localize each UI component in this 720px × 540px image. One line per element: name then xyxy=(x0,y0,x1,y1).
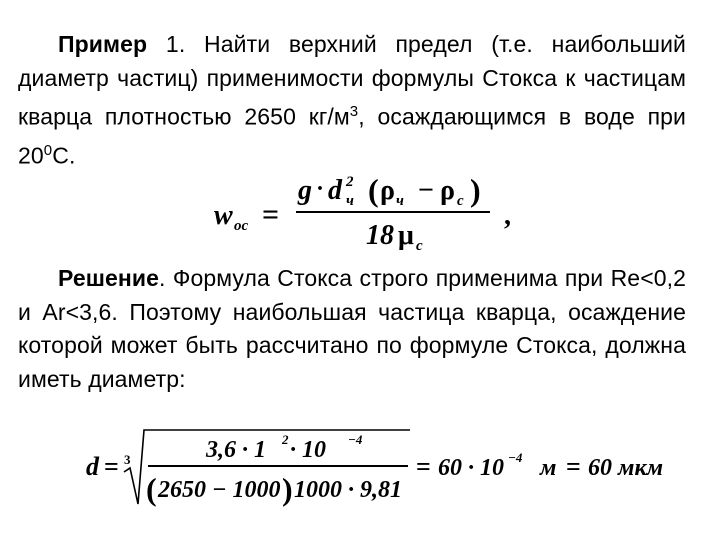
formula1-rho1: ρ xyxy=(380,175,395,206)
formula1-den-mu: μ xyxy=(398,220,414,251)
example-paragraph xyxy=(18,28,686,173)
example-text: . Найти верхний предел (т.е. наибольший диаметр частиц) применимости формулы Стокса к частицам кварца плотностью 2650 кг/м xyxy=(18,31,686,130)
formula2-den-close: ) xyxy=(282,471,293,507)
formula1-eq: = xyxy=(262,198,280,231)
diameter-formula xyxy=(60,422,700,512)
formula2-res-pow: −4 xyxy=(508,450,523,465)
solution-title: Решение xyxy=(58,265,160,291)
formula1-lhs: w xyxy=(214,200,233,231)
formula1-den-18: 18 xyxy=(366,220,394,251)
solution-paragraph xyxy=(18,262,686,396)
formula2-den-rest: 1000 · 9,81 xyxy=(294,477,402,503)
formula2-numerator: 3,6 · 1 xyxy=(206,437,266,463)
formula1-den-mu-sub: с xyxy=(416,238,423,254)
unit-power: 3 xyxy=(349,103,359,120)
formula2-lhs: d xyxy=(86,452,99,481)
root-index: 3 xyxy=(124,452,131,467)
formula1-lhs-sub: ос xyxy=(234,218,249,234)
formula2-eq2: = xyxy=(416,452,431,481)
formula1-open-paren: ( xyxy=(368,172,379,208)
formula1-d-sub: ч xyxy=(346,193,354,209)
example-title: Пример xyxy=(58,31,148,57)
formula1-d: d xyxy=(328,175,342,206)
formula1-dot: · xyxy=(316,176,325,202)
formula2-num-pow2: −4 xyxy=(348,432,363,447)
formula2-den-inner: 2650 − 1000 xyxy=(158,477,281,503)
formula2-den-open: ( xyxy=(146,471,157,507)
temp-unit: С. xyxy=(52,142,76,169)
formula1-g: g xyxy=(298,175,312,206)
formula2-eq3: = xyxy=(566,452,581,481)
formula2-eq: = xyxy=(104,452,119,481)
formula2-res-a: 60 · 10 xyxy=(438,455,504,481)
stokes-formula xyxy=(200,172,540,256)
formula1-rho1-sub: ч xyxy=(396,193,404,209)
formula2-num-pow1: 2 xyxy=(282,432,289,447)
formula1-minus: − xyxy=(418,175,434,206)
solution-text: . Формула Стокса строго применима при Re<0,2 и Ar<3,6. Поэтому наибольшая частица кварца, осаждение которой может быть рассчитано по формуле Стокса, должна иметь диаметр: xyxy=(18,265,686,392)
formula2-res-b: 60 мкм xyxy=(588,455,664,481)
formula2-num-mid: · 10 xyxy=(290,437,326,463)
formula1-d-sup: 2 xyxy=(346,174,354,190)
example-number: 1 xyxy=(165,31,179,57)
formula1-close-paren: ) xyxy=(470,172,481,208)
example-text-end: , осаждающимся в воде при 20 xyxy=(18,103,686,169)
formula1-rho2-sub: с xyxy=(457,193,464,209)
formula1-rho2: ρ xyxy=(440,175,455,206)
formula1-comma: , xyxy=(504,200,511,231)
formula2-res-unit: м xyxy=(540,455,557,481)
temp-power: 0 xyxy=(43,142,53,160)
